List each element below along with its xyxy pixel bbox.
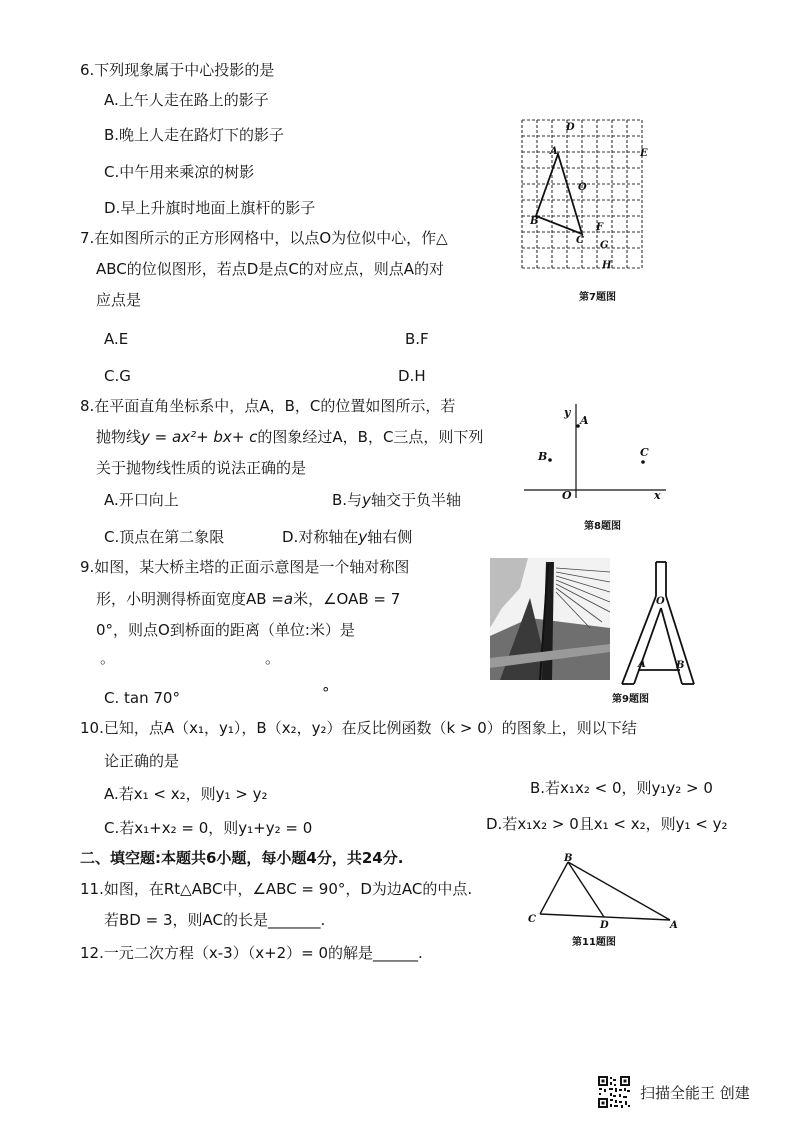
q9-line2-pre: 形，小明测得桥面宽度AB = xyxy=(96,590,284,608)
section-2-heading: 二、填空题:本题共6小题，每小题4分，共24分. xyxy=(80,849,404,867)
point-b xyxy=(548,458,552,462)
q9-tower-diagram xyxy=(618,558,698,688)
q11-caption: 第11题图 xyxy=(572,937,616,948)
q11-line2: 若BD = 3，则AC的长是_______. xyxy=(104,911,326,929)
label-a: A xyxy=(670,920,678,931)
q8-b-var: y xyxy=(362,491,371,509)
q9-caption: 第9题图 xyxy=(612,694,649,705)
label-f: F xyxy=(596,222,604,233)
q10-option-d: D.若x₁x₂ > 0且x₁ < x₂，则y₁ < y₂ xyxy=(486,815,728,833)
q8-parabola-equation: y = ax²+ bx+ c xyxy=(141,428,258,446)
label-d: D xyxy=(600,920,609,931)
label-o: O xyxy=(562,489,572,502)
label-b: B xyxy=(530,216,539,227)
q9-line2 xyxy=(96,589,400,609)
q10-line2: 论正确的是 xyxy=(104,752,180,770)
q7-option-b: B.F xyxy=(405,330,429,348)
q9-line1: 9.如图，某大桥主塔的正面示意图是一个轴对称图 xyxy=(80,558,410,576)
q6-option-b: B.晚上人走在路灯下的影子 xyxy=(104,126,285,144)
label-o: O xyxy=(656,596,665,607)
q9-dot1: 。 xyxy=(100,649,116,667)
q9-line2-var: a xyxy=(283,590,294,608)
q10-line1: 10.已知，点A（x₁，y₁），B（x₂，y₂）在反比例函数（k > 0）的图象上，则以下结 xyxy=(80,719,637,737)
q6-option-c: C.中午用来乘凉的树影 xyxy=(104,163,255,181)
label-b: B xyxy=(564,853,573,864)
label-y: y xyxy=(564,406,571,419)
label-o: O xyxy=(578,182,587,193)
q6-option-a: A.上午人走在路上的影子 xyxy=(104,91,269,109)
q8-option-b xyxy=(332,490,461,510)
label-c: C xyxy=(576,235,584,246)
label-c: C xyxy=(640,446,649,459)
q7-option-c: C.G xyxy=(104,367,131,385)
q8-line1: 8.在平面直角坐标系中，点A，B，C的位置如图所示，若 xyxy=(80,397,456,415)
q11-triangle-figure xyxy=(522,852,682,932)
q9-line2-post: 米，∠OAB = 7 xyxy=(293,590,401,608)
q8-d-pre: D.对称轴在 xyxy=(282,528,359,546)
label-c: C xyxy=(528,914,536,925)
q6-stem: 6.下列现象属于中心投影的是 xyxy=(80,61,275,79)
label-x: x xyxy=(654,489,661,502)
label-e: E xyxy=(640,148,648,159)
q7-line3: 应点是 xyxy=(96,291,142,309)
q9-line3: 0°，则点O到桥面的距离（单位:米）是 xyxy=(96,621,355,639)
label-b: B xyxy=(676,660,685,671)
q7-caption: 第7题图 xyxy=(579,292,616,303)
q12-line: 12.一元二次方程（x-3）（x+2）= 0的解是______. xyxy=(80,944,423,962)
q8-d-post: 轴右侧 xyxy=(367,528,413,546)
q8-line2-pre: 抛物线 xyxy=(96,428,142,446)
q9-option-c: C. tan 70° xyxy=(104,689,180,707)
triangle-abc xyxy=(536,154,582,234)
q8-b-post: 轴交于负半轴 xyxy=(370,491,461,509)
q7-option-a: A.E xyxy=(104,330,129,348)
q8-line2-post: 的图象经过A，B，C三点，则下列 xyxy=(257,428,484,446)
label-h: H xyxy=(602,260,612,271)
q8-option-c: C.顶点在第二象限 xyxy=(104,528,225,546)
q9-bridge-photo xyxy=(490,558,610,680)
q8-b-pre: B.与 xyxy=(332,491,363,509)
point-c xyxy=(641,460,645,464)
label-d: D xyxy=(566,122,575,133)
label-g: G xyxy=(600,240,609,251)
q8-coordinate-figure xyxy=(520,398,670,503)
q9-dot2: 。 xyxy=(265,649,281,667)
q10-option-a: A.若x₁ < x₂，则y₁ > y₂ xyxy=(104,785,268,803)
label-a: A xyxy=(580,414,589,427)
q8-option-a: A.开口向上 xyxy=(104,491,179,509)
footer-watermark-text: 扫描全能王 创建 xyxy=(640,1084,750,1102)
q7-grid-figure xyxy=(518,116,648,274)
q7-option-d: D.H xyxy=(398,367,426,385)
label-b: B xyxy=(538,450,548,463)
q8-option-d xyxy=(282,527,412,547)
q9-dot3: ° xyxy=(322,684,330,702)
q10-option-c: C.若x₁+x₂ = 0，则y₁+y₂ = 0 xyxy=(104,819,313,837)
label-a: A xyxy=(638,659,646,670)
q8-d-var: y xyxy=(358,528,368,546)
q10-option-b: B.若x₁x₂ < 0，则y₁y₂ > 0 xyxy=(530,779,713,797)
q8-line2 xyxy=(96,427,483,447)
qr-code-icon xyxy=(597,1075,631,1109)
q6-option-d: D.早上升旗时地面上旗杆的影子 xyxy=(104,199,316,217)
q8-line3: 关于抛物线性质的说法正确的是 xyxy=(96,459,307,477)
q8-caption: 第8题图 xyxy=(584,521,621,532)
q7-line1: 7.在如图所示的正方形网格中，以点O为位似中心，作△ xyxy=(80,229,448,247)
q7-line2: ABC的位似图形，若点D是点C的对应点，则点A的对 xyxy=(96,260,445,278)
label-a: A xyxy=(550,146,558,157)
q11-line1: 11.如图，在Rt△ABC中，∠ABC = 90°，D为边AC的中点. xyxy=(80,880,473,898)
